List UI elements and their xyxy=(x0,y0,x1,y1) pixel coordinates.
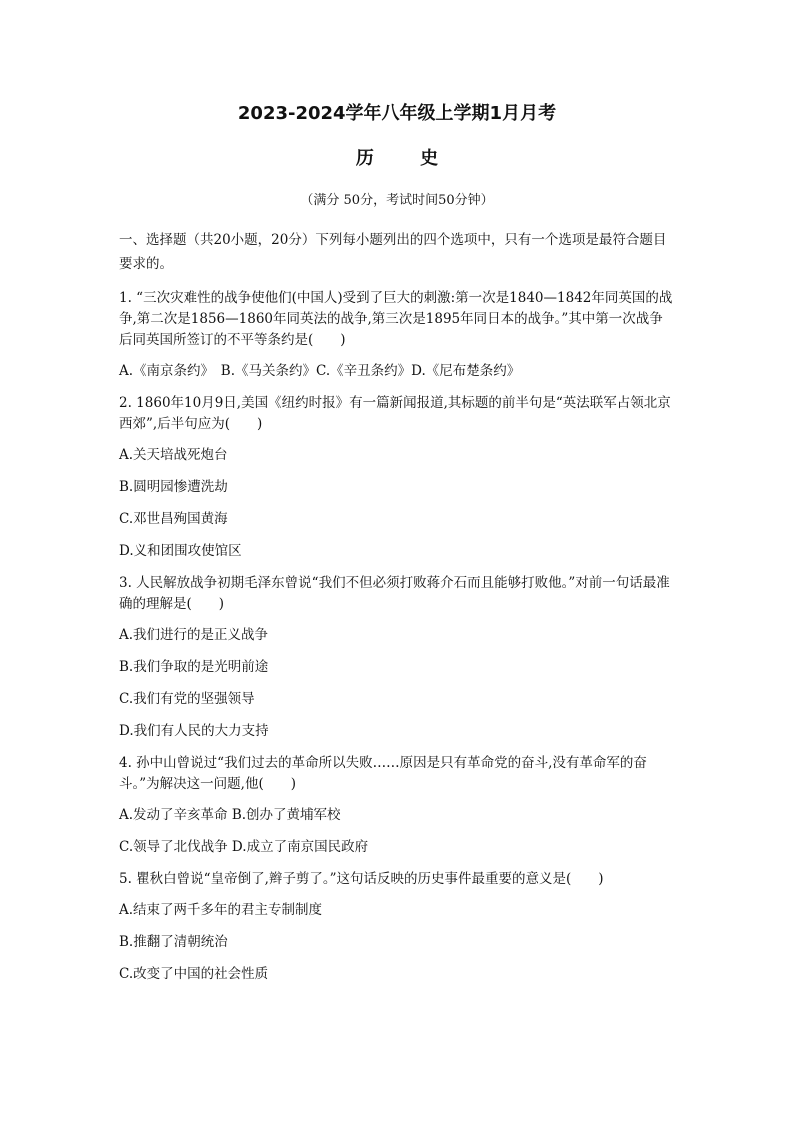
exam-content xyxy=(119,228,674,996)
option-d: D.我们有人民的大力支持 xyxy=(119,723,269,739)
exam-info: （满分 50分，考试时间50分钟） xyxy=(300,193,494,208)
option-b: B.圆明园惨遭洗劫 xyxy=(119,479,228,495)
option-line: C.领导了北伐战争 D.成立了南京国民政府 xyxy=(119,839,369,855)
question-5 xyxy=(119,869,674,985)
option-c: C.改变了中国的社会性质 xyxy=(119,966,269,982)
option-d: D.义和团围攻使馆区 xyxy=(119,543,242,559)
question-4 xyxy=(119,753,674,858)
question-3 xyxy=(119,573,674,742)
option-line: A.发动了辛亥革命 B.创办了黄埔军校 xyxy=(119,807,341,823)
option-a: A.关天培战死炮台 xyxy=(119,447,228,463)
question-stem: 2. 1860年10月9日,美国《纽约时报》有一篇新闻报道,其标题的前半句是“英法联军占领北京西郊”,后半句应为( ) xyxy=(119,395,671,432)
exam-title: 2023-2024学年八年级上学期1月月考 xyxy=(237,103,557,124)
exam-subject: 历 史 xyxy=(355,148,459,169)
question-2 xyxy=(119,393,674,562)
option-b: B.推翻了清朝统治 xyxy=(119,934,228,950)
option-a: A.我们进行的是正义战争 xyxy=(119,627,269,643)
question-stem: 1. “三次灾难性的战争使他们(中国人)受到了巨大的刺激:第一次是1840—1842年同英国的战争,第二次是1856—1860年同英法的战争,第三次是1895年同日本的战争。”其中第一次战争后同英国所签订的不平等条约是( ) xyxy=(119,290,673,348)
option-c: C.邓世昌殉国黄海 xyxy=(119,511,228,527)
question-1 xyxy=(119,288,674,382)
section-heading: 一、选择题（共20小题，20分）下列每小题列出的四个选项中，只有一个选项是最符合题目要求的。 xyxy=(119,232,667,272)
question-stem: 5. 瞿秋白曾说“皇帝倒了,辫子剪了。”这句话反映的历史事件最重要的意义是( ) xyxy=(119,871,604,887)
option-line: A.《南京条约》 B.《马关条约》C.《辛丑条约》D.《尼布楚条约》 xyxy=(119,363,521,379)
question-stem: 4. 孙中山曾说过“我们过去的革命所以失败……原因是只有革命党的奋斗,没有革命军的奋斗。”为解决这一问题,他( ) xyxy=(119,755,647,792)
option-a: A.结束了两千多年的君主专制制度 xyxy=(119,902,323,918)
option-b: B.我们争取的是光明前途 xyxy=(119,659,269,675)
question-stem: 3. 人民解放战争初期毛泽东曾说“我们不但必须打败蒋介石而且能够打败他。”对前一句话最准确的理解是( ) xyxy=(119,575,670,612)
option-c: C.我们有党的坚强领导 xyxy=(119,691,255,707)
